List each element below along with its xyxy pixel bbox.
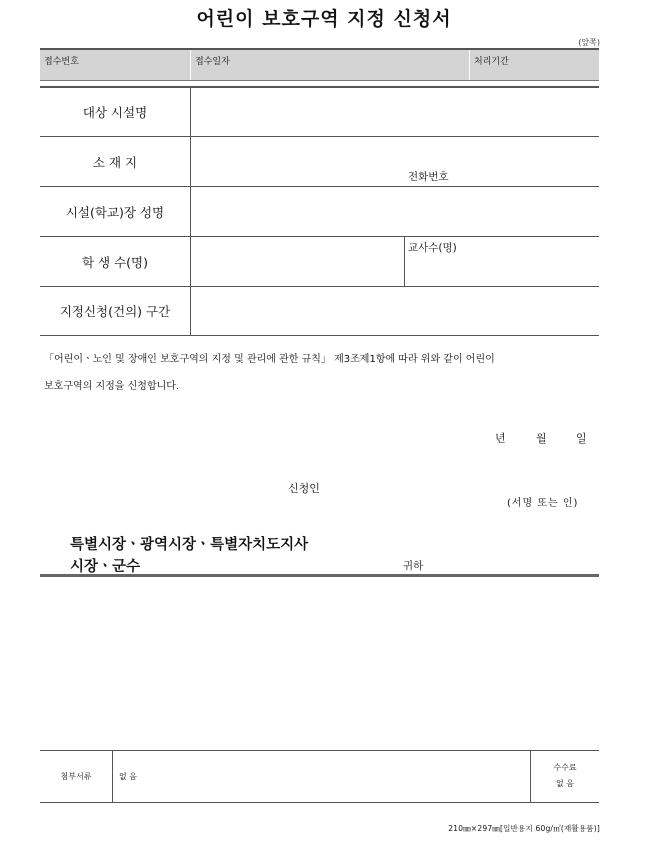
receipt-number-label: 접수번호 xyxy=(44,57,79,67)
row-director xyxy=(40,186,599,236)
addressee-line-2: 시장ㆍ군수 xyxy=(70,559,141,575)
addressee-suffix: 귀하 xyxy=(403,560,424,572)
column-divider xyxy=(404,237,405,287)
annex-label: (앞쪽) xyxy=(578,38,600,47)
receipt-date-cell[interactable] xyxy=(191,50,470,80)
attachments-value: 없 음 xyxy=(119,772,137,781)
processing-period-cell[interactable] xyxy=(470,50,599,80)
students-label: 학 생 수(명) xyxy=(40,237,191,286)
director-label: 시설(학교)장 성명 xyxy=(40,187,191,236)
processing-period-label: 처리기간 xyxy=(474,57,509,67)
section-label: 지정신청(건의) 구간 xyxy=(40,287,191,335)
attachments-table xyxy=(40,750,599,803)
date-month: 월 xyxy=(536,432,547,445)
receipt-date-label: 접수일자 xyxy=(195,57,230,67)
attachments-label: 첨부서류 xyxy=(40,751,113,802)
row-students xyxy=(40,236,599,286)
row-location xyxy=(40,136,599,186)
addressee-divider xyxy=(40,574,599,577)
phone-label: 전화번호 xyxy=(408,171,449,183)
applicant-label: 신청인 xyxy=(288,482,320,495)
row-section xyxy=(40,286,599,336)
addressee-line-1: 특별시장ㆍ광역시장ㆍ특별자치도지사 xyxy=(70,537,309,553)
fee-label: 수수료 xyxy=(553,763,577,772)
date-day: 일 xyxy=(576,432,587,445)
fee-value: 없 음 xyxy=(556,779,574,788)
statement-line-1: 「어린이ㆍ노인 및 장애인 보호구역의 지정 및 관리에 관한 규칙」 제3조제1항에 따라 위와 같이 어린이 xyxy=(44,354,495,365)
statement-line-2: 보호구역의 지정을 신청합니다. xyxy=(44,381,180,392)
paper-spec-footnote: 210㎜×297㎜[일반용지 60g/㎡(재활용품)] xyxy=(448,824,600,833)
teachers-label: 교사수(명) xyxy=(408,242,457,254)
form-title: 어린이 보호구역 지정 신청서 xyxy=(196,8,452,30)
facility-name-label: 대상 시설명 xyxy=(40,88,191,136)
row-facility-name xyxy=(40,86,599,136)
fee-cell xyxy=(530,751,599,802)
application-statement xyxy=(44,346,604,400)
location-label: 소 재 지 xyxy=(40,137,191,186)
signature-label: (서명 또는 인) xyxy=(507,498,579,509)
date-year: 년 xyxy=(495,432,506,445)
receipt-number-cell[interactable] xyxy=(40,50,191,80)
receipt-bar xyxy=(40,48,599,81)
